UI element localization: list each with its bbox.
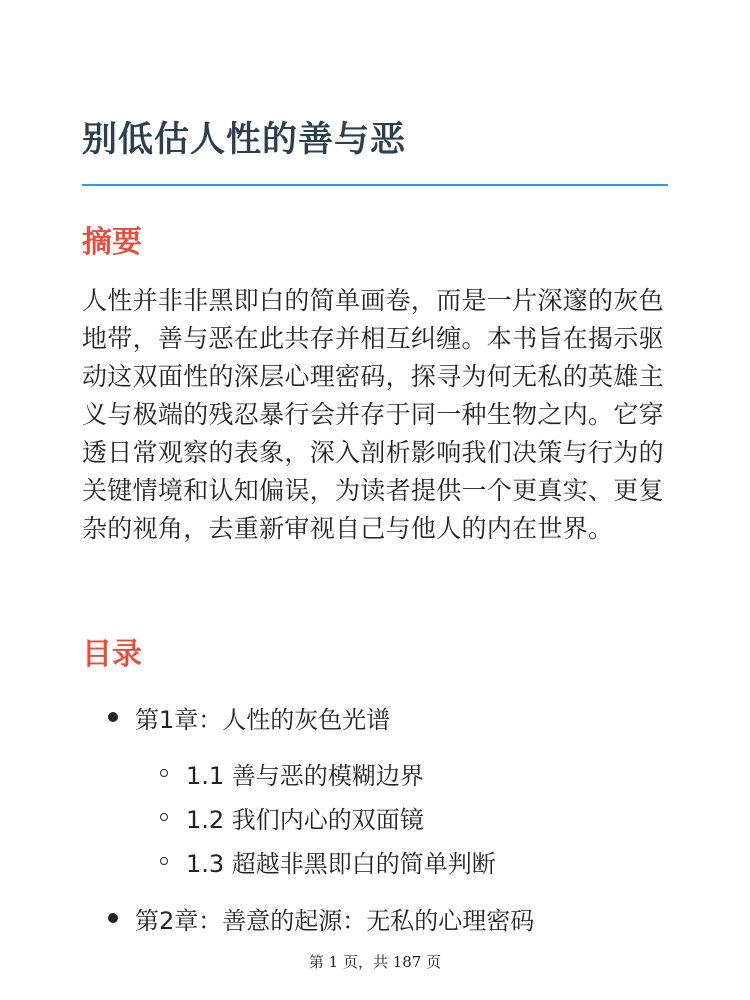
toc-section-1-3[interactable]: [160, 843, 496, 879]
toc-heading: 目录: [82, 637, 142, 672]
toc-section-label: 1.1 善与恶的模糊边界: [186, 761, 424, 790]
toc-chapter-label: 第2章：善意的起源：无私的心理密码: [135, 906, 535, 935]
toc-chapter-1[interactable]: [108, 699, 390, 735]
toc-section-label: 1.2 我们内心的双面镜: [186, 805, 424, 834]
toc-section-1-1[interactable]: [160, 755, 424, 791]
bullet-circle-icon: [160, 813, 168, 821]
bullet-disc-icon: [108, 913, 118, 923]
toc-chapter-label: 第1章：人性的灰色光谱: [135, 705, 391, 734]
toc-chapter-2[interactable]: [108, 900, 534, 936]
abstract-heading: 摘要: [82, 225, 142, 260]
bullet-circle-icon: [160, 769, 168, 777]
abstract-body: 人性并非非黑即白的简单画卷，而是一片深邃的灰色地带，善与恶在此共存并相互纠缠。本书旨在揭示驱动这双面性的深层心理密码，探寻为何无私的英雄主义与极端的残忍暴行会并存于同一种生物之内。它穿透日常观察的表象，深入剖析影响我们决策与行为的关键情境和认知偏误，为读者提供一个更真实、更复杂的视角，去重新审视自己与他人的内在世界。: [82, 286, 664, 543]
bullet-circle-icon: [160, 857, 168, 865]
toc-section-label: 1.3 超越非黑即白的简单判断: [186, 849, 496, 878]
bullet-disc-icon: [108, 712, 118, 722]
title-divider: [82, 184, 668, 186]
page-number: 第 1 页，共 187 页: [308, 953, 442, 971]
toc-section-1-2[interactable]: [160, 799, 424, 835]
page-title: 别低估人性的善与恶: [82, 120, 407, 160]
